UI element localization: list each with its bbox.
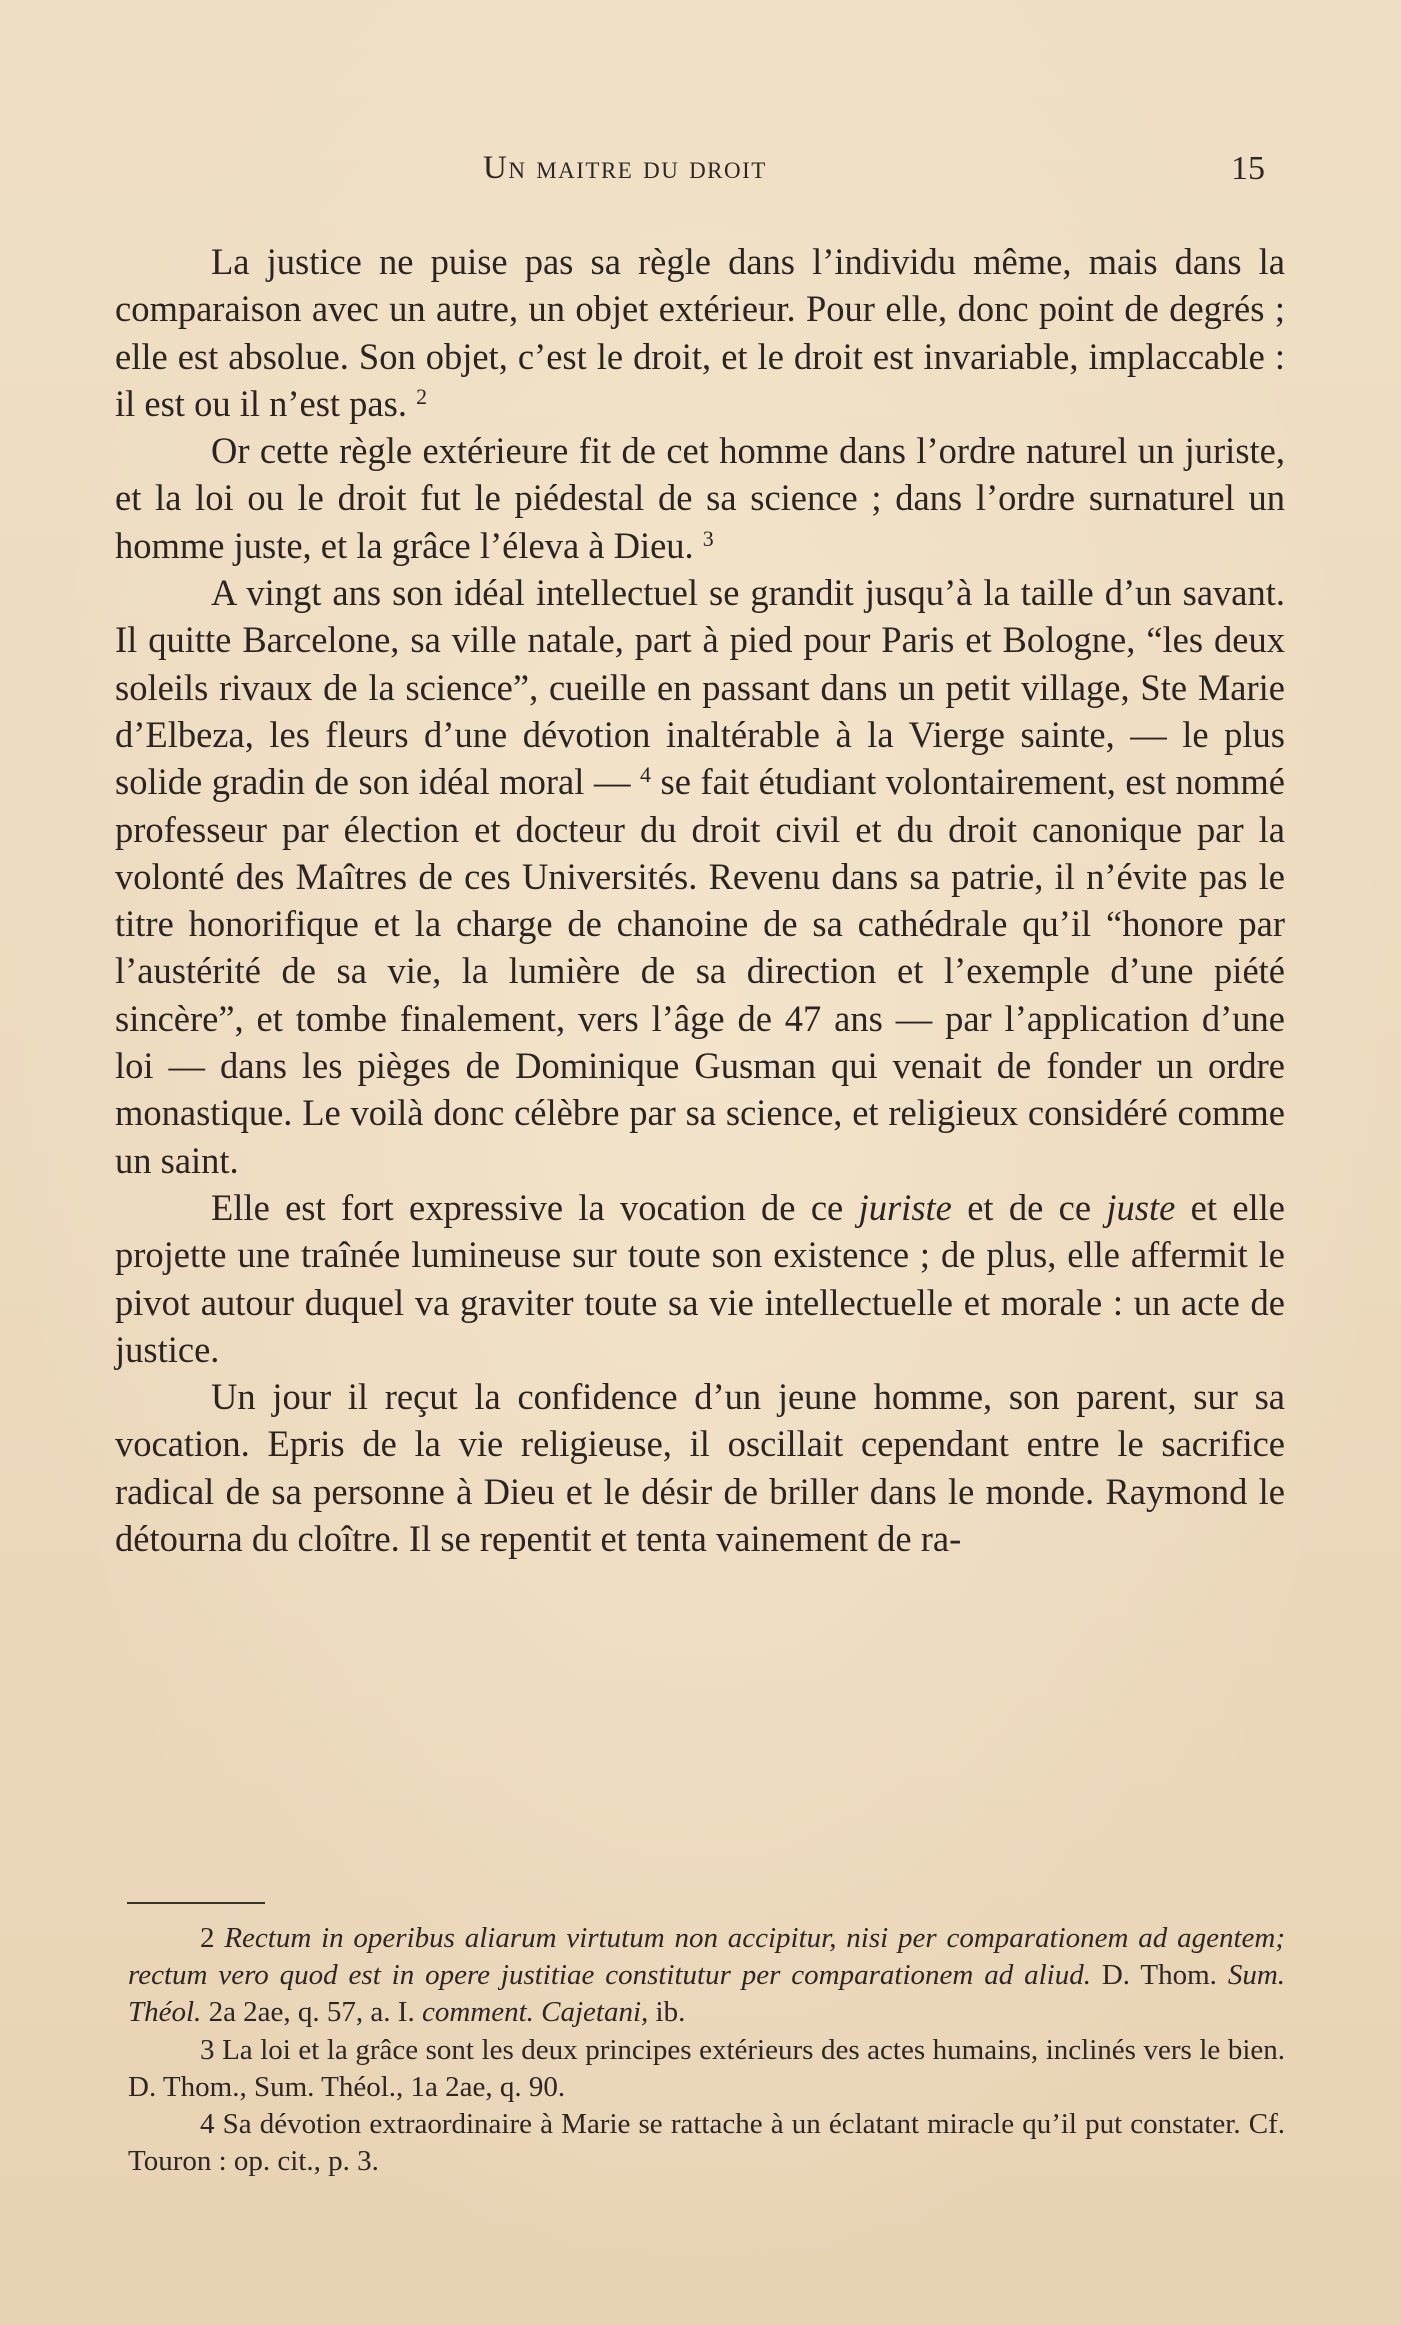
footnote-3-text: La loi et la grâce sont les deux principes extérieurs des actes humains, inclinés vers le bien. D. Thom., Sum. Théol., 1a 2ae, q. 90. xyxy=(128,2033,1286,2103)
footnote-2-ibid: ib. xyxy=(655,1996,686,2029)
paragraph-5 xyxy=(115,1373,1285,1562)
paragraph-4 xyxy=(115,1184,1285,1373)
footnote-2 xyxy=(128,1920,1285,2032)
paragraph-4-part-2: et de ce xyxy=(967,1186,1092,1228)
footnote-rule xyxy=(127,1902,265,1904)
footnote-3 xyxy=(128,2032,1285,2106)
footnote-ref-2: 2 xyxy=(416,383,428,409)
footnote-2-number: 2 xyxy=(200,1922,215,1954)
paragraph-3-text-after: se fait étudiant volontairement, est nommé professeur par élection et docteur du droit civil et du droit canonique par la volonté des Maîtres de ces Universités. Revenu dans sa patrie, il n’évite pas le titre honorifique et la charge de chanoine de sa cathédrale qu’il “honore par l’austérité de sa vie, la lumière de sa direction et l’exemple d’une piété sincère”, et tombe finalement, vers l’âge de 47 ans — par l’application d’une loi — dans les pièges de Dominique Gusman qui venait de fonder un ordre monastique. Le voilà donc célèbre par sa science, et religieux considéré comme un saint. xyxy=(115,761,1286,1181)
paragraph-1 xyxy=(115,238,1285,427)
paragraph-2 xyxy=(115,427,1285,569)
footnote-2-work: Sum. Théol. xyxy=(128,1959,1286,2029)
paragraph-4-italic-juriste: juriste xyxy=(858,1186,952,1228)
paragraph-4-italic-juste: juste xyxy=(1106,1186,1176,1228)
footnote-3-number: 3 xyxy=(200,2033,215,2066)
footnote-ref-3: 3 xyxy=(702,525,714,551)
footnote-ref-4: 4 xyxy=(640,762,651,788)
footnote-2-citation: 2a 2ae, q. 57, a. I. xyxy=(208,1996,415,2029)
footnote-2-latin-quote: Rectum in operibus aliarum virtutum non accipitur, nisi per comparationem ad agentem; rectum vero quod est in opere justitiae constitutur per comparationem ad aliud. xyxy=(128,1922,1286,1992)
footnote-4 xyxy=(128,2106,1285,2180)
footnotes xyxy=(128,1920,1285,2180)
paragraph-1-text: La justice ne puise pas sa règle dans l’individu même, mais dans la comparaison avec un autre, un objet extérieur. Pour elle, donc point de degrés ; elle est absolue. Son objet, c’est le droit, et le droit est invariable, implaccable : il est ou il n’est pas. xyxy=(115,241,1285,424)
paragraph-3-text-before: A vingt ans son idéal intellectuel se grandit jusqu’à la taille d’un savant. Il quitte Barcelone, sa ville natale, part à pied pour Paris et Bologne, “les deux soleils rivaux de la science”, cueille en passant dans un petit village, Ste Marie d’Elbeza, les fleurs d’une dévotion inaltérable à la Vierge sainte, — le plus solide gradin de son idéal moral — xyxy=(115,572,1285,803)
body-text xyxy=(115,238,1285,1562)
paragraph-3 xyxy=(115,569,1285,1184)
footnote-4-number: 4 xyxy=(200,2108,215,2141)
page-header xyxy=(115,150,1265,200)
footnote-2-author: D. Thom. xyxy=(1101,1959,1217,1992)
paragraph-4-part-1: Elle est fort expressive la vocation de ce xyxy=(211,1186,844,1228)
paragraph-5-text: Un jour il reçut la confidence d’un jeune homme, son parent, sur sa vocation. Epris de la vie religieuse, il oscillait cependant entre le sacrifice radical de sa personne à Dieu et le désir de briller dans le monde. Raymond le détourna du cloître. Il se repentit et tenta vainement de ra- xyxy=(115,1376,1285,1560)
running-title: Un maitre du droit xyxy=(483,150,767,186)
paragraph-4-part-3: et elle projette une traînée lumineuse sur toute son existence ; de plus, elle affermit le pivot autour duquel va graviter toute sa vie intellectuelle et morale : un acte de justice. xyxy=(115,1186,1286,1370)
footnote-4-text: Sa dévotion extraordinaire à Marie se rattache à un éclatant miracle qu’il put constater. Cf. Touron : op. cit., p. 3. xyxy=(128,2108,1285,2178)
paragraph-2-text: Or cette règle extérieure fit de cet homme dans l’ordre naturel un juriste, et la loi ou le droit fut le piédestal de sa science ; dans l’ordre surnaturel un homme juste, et la grâce l’éleva à Dieu. xyxy=(115,430,1285,566)
footnote-2-commentary: comment. Cajetani, xyxy=(421,1996,649,2029)
page-number: 15 xyxy=(1231,150,1265,187)
